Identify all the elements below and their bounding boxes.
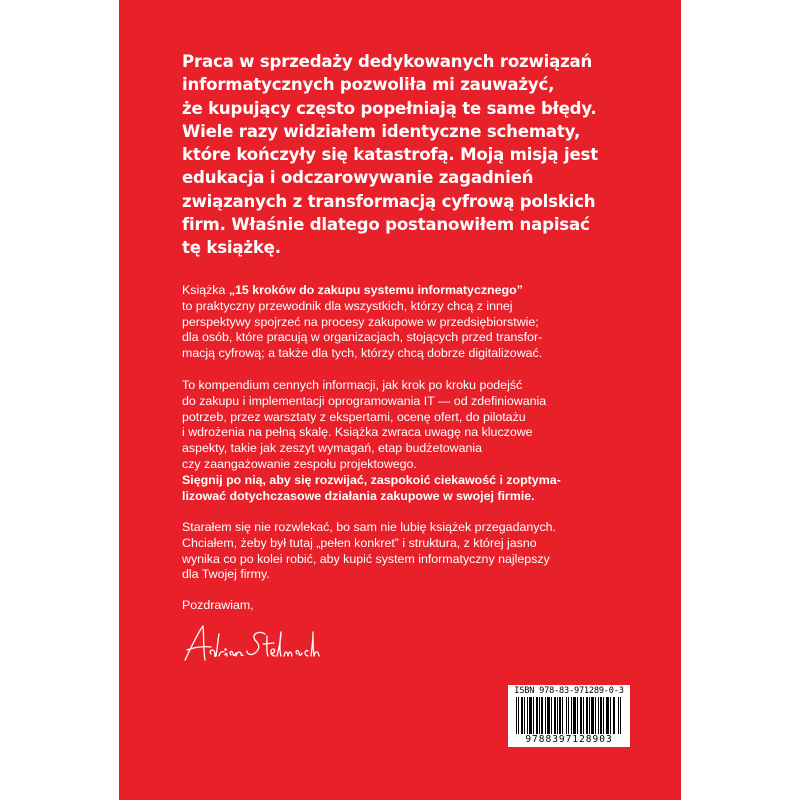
paragraph-bold-line: Sięgnij po nią, aby się rozwijać, zaspokoić ciekawość i zoptyma- (182, 472, 561, 487)
paragraph-line: Chciałem, żeby był tutaj „pełen konkret” i struktura, z której jasno (182, 535, 537, 550)
author-signature (181, 620, 321, 670)
paragraph-line: Starałem się nie rozwlekać, bo sam nie lubię książek przegadanych. (182, 520, 556, 534)
lead-line: które kończyły się katastrofą. Moją misją jest (182, 145, 598, 165)
compendium-paragraph (182, 378, 652, 504)
book-title: „15 kroków do zakupu systemu informatycznego” (228, 283, 523, 297)
lead-line: edukacja i odczarowywanie zagadnień (182, 168, 534, 188)
lead-line: firm. Właśnie dlatego postanowiłem napisać (182, 215, 590, 235)
paragraph-line (182, 283, 652, 299)
paragraph-line: potrzeb, przez warsztaty z ekspertami, ocenę ofert, do pilotażu (182, 409, 526, 424)
paragraph-line: wynika co po kolei robić, aby kupić system informatyczny najlepszy (182, 551, 550, 566)
book-back-cover (119, 0, 681, 800)
paragraph-line: dla osób, które pracują w organizacjach, stojących przed transfor- (182, 330, 543, 345)
barcode-bars (514, 697, 624, 737)
paragraph-line: do zakupu i implementacji oprogramowania IT — od zdefiniowania (182, 393, 547, 408)
paragraph-bold-line: lizować dotychczasowe działania zakupowe w swojej firmie. (182, 488, 535, 503)
paragraph-line: to praktyczny przewodnik dla wszystkich, którzy chcą z innej (182, 298, 513, 313)
isbn-label: ISBN 978-83-971289-0-3 (514, 686, 624, 696)
paragraph-line: macją cyfrową; a także dla tych, którzy chcą dobrze digitalizować. (182, 346, 543, 361)
paragraph-line: perspektywy spojrzeć na procesy zakupowe w przedsiębiorstwie; (182, 314, 539, 329)
greeting-text: Pozdrawiam, (182, 598, 254, 612)
lead-line: że kupujący często popełniają te same błędy. (182, 98, 597, 118)
paragraph-line: czy zaangażowanie zespołu projektowego. (182, 456, 417, 471)
lead-line: informatycznych pozwoliła mi zauważyć, (182, 75, 555, 95)
paragraph-line: i wdrożenia na pełną skalę. Książka zwraca uwagę na kluczowe (182, 425, 533, 440)
author-note-paragraph (182, 520, 652, 583)
isbn-barcode (508, 685, 630, 747)
paragraph-line: To kompendium cennych informacji, jak krok po kroku podejść (182, 378, 523, 392)
lead-paragraph (182, 50, 672, 260)
book-description-paragraph (182, 283, 652, 362)
lead-line: związanych z transformacją cyfrową polskich (182, 191, 596, 211)
lead-line: tę książkę. (182, 238, 281, 258)
paragraph-line: dla Twojej firmy. (182, 567, 270, 582)
lead-line: Wiele razy widziałem identyczne schematy, (182, 121, 581, 141)
barcode-digits: 9788397128903 (508, 734, 630, 745)
paragraph-line: aspekty, takie jak zeszyt wymagań, etap budżetowania (182, 441, 483, 456)
greeting (182, 598, 652, 614)
paragraph-prefix: Książka (182, 283, 229, 297)
lead-line: Praca w sprzedaży dedykowanych rozwiązań (182, 52, 593, 71)
